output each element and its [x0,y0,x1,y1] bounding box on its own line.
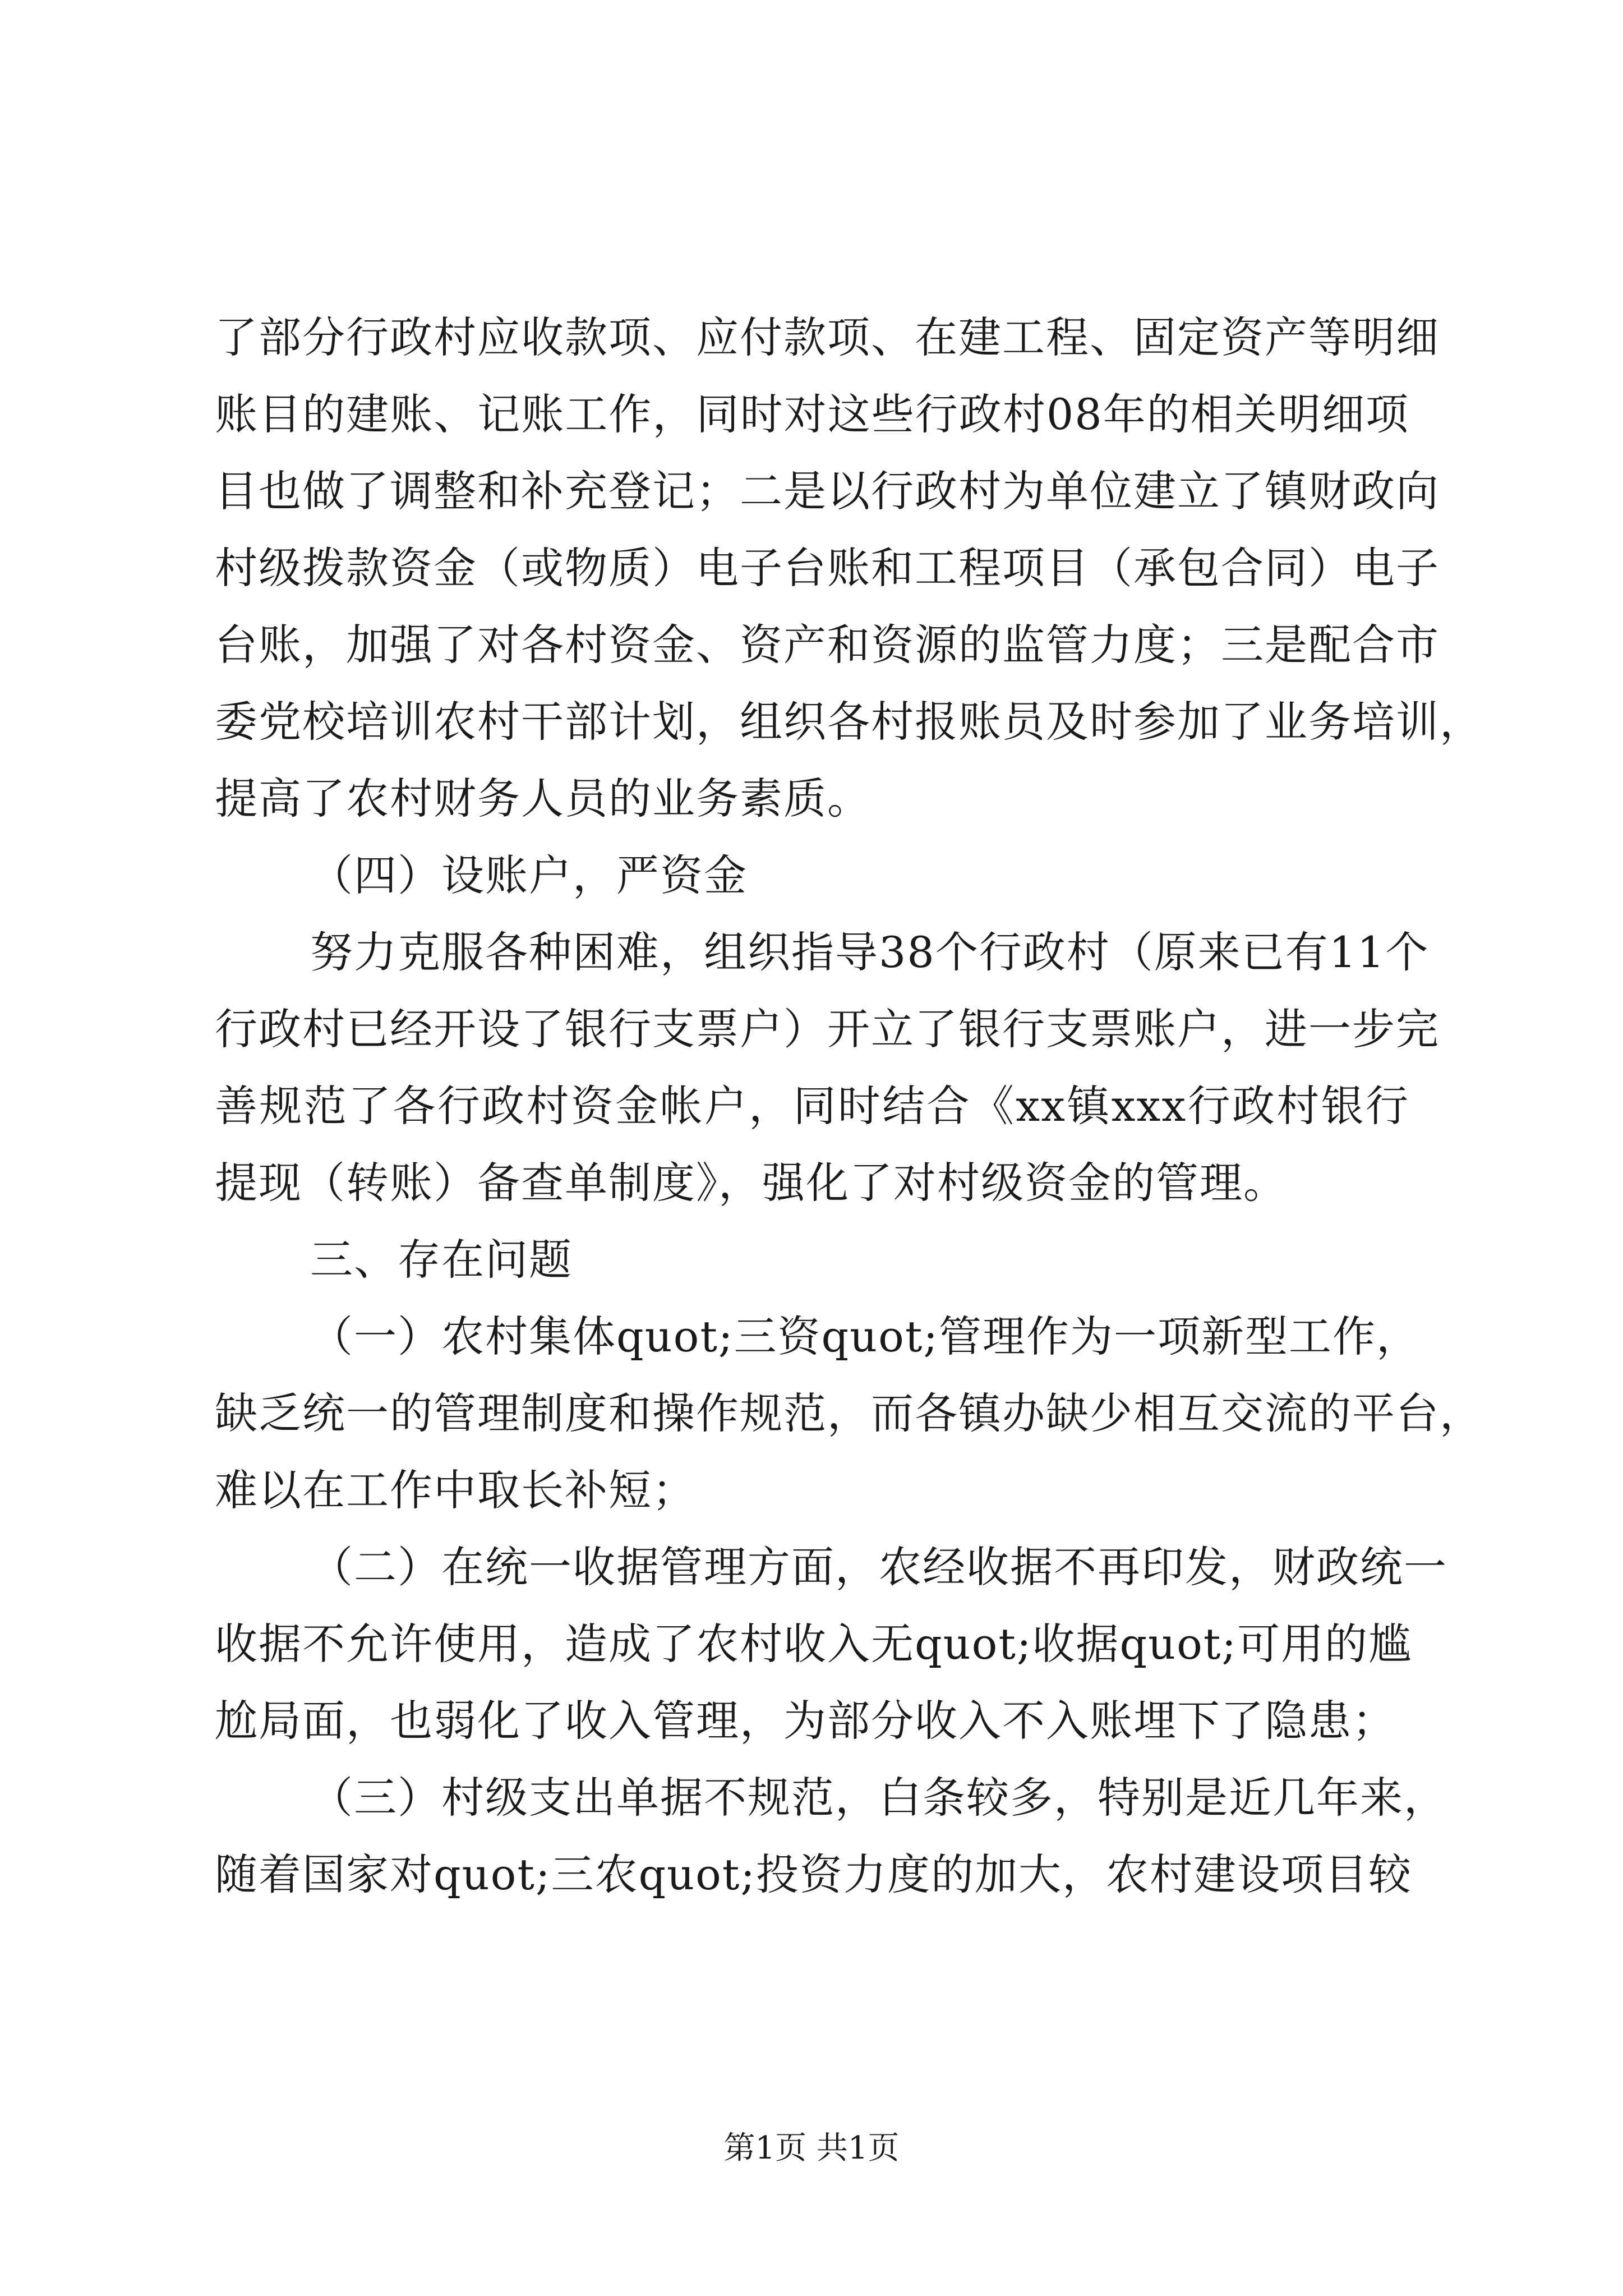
body-line-12: 提现（转账）备查单制度》，强化了对村级资金的管理。 [215,1158,1287,1208]
body-line-18: 收据不允许使用，造成了农村收入无quot;收据quot;可用的尴 [215,1619,1412,1669]
page-footer: 第1页 共1页 [723,2130,900,2166]
body-line-20: （三）村级支出单据不规范，白条较多，特别是近几年来， [310,1773,1447,1823]
body-line-15: 缺乏统一的管理制度和操作规范，而各镇办缺少相互交流的平台， [215,1388,1483,1438]
body-line-16: 难以在工作中取长补短； [215,1465,696,1515]
body-line-14: （一）农村集体quot;三资quot;管理作为一项新型工作， [310,1312,1420,1361]
body-line-11: 善规范了各行政村资金帐户，同时结合《xx镇xxx行政村银行 [215,1081,1409,1131]
body-line-2: 账目的建账、记账工作，同时对这些行政村08年的相关明细项 [215,389,1409,439]
body-line-7: 提高了农村财务人员的业务素质。 [215,774,871,823]
body-line-9: 努力克服各种困难，组织指导38个行政村（原来已有11个 [310,927,1430,977]
body-line-5: 台账，加强了对各村资金、资产和资源的监管力度；三是配合市 [215,620,1440,670]
body-line-17: （二）在统一收据管理方面，农经收据不再印发，财政统一 [310,1542,1447,1592]
body-line-1: 了部分行政村应收款项、应付款项、在建工程、固定资产等明细 [215,312,1440,362]
body-line-10: 行政村已经开设了银行支票户）开立了银行支票账户，进一步完 [215,1004,1440,1054]
section-heading-4: （四）设账户，严资金 [310,850,748,900]
body-line-3: 目也做了调整和补充登记；二是以行政村为单位建立了镇财政向 [215,466,1440,516]
section-heading-3: 三、存在问题 [310,1235,573,1285]
body-line-4: 村级拨款资金（或物质）电子台账和工程项目（承包合同）电子 [215,543,1440,593]
body-line-6: 委党校培训农村干部计划，组织各村报账员及时参加了业务培训， [215,697,1483,747]
body-line-21: 随着国家对quot;三农quot;投资力度的加大，农村建设项目较 [215,1849,1412,1899]
body-line-19: 尬局面，也弱化了收入管理，为部分收入不入账埋下了隐患； [215,1696,1396,1746]
